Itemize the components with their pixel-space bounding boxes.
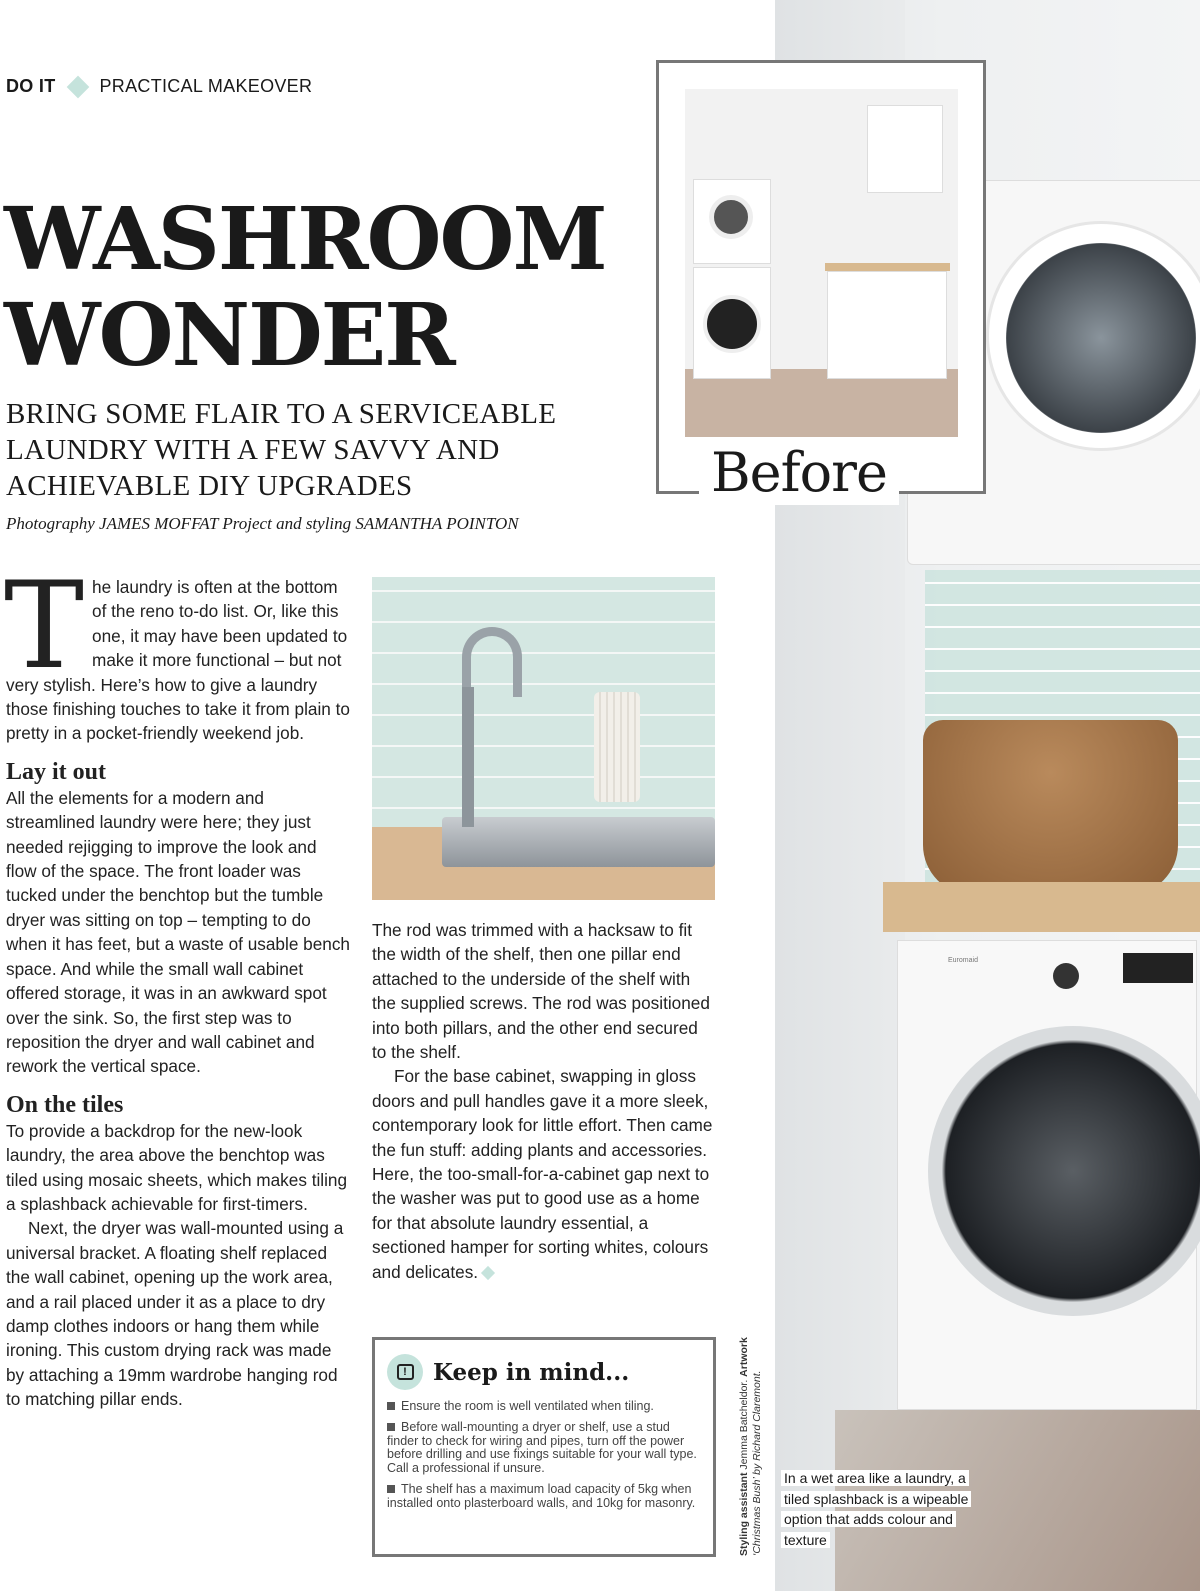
brand-label: Euromaid [948,957,978,964]
drop-cap: T [4,557,85,696]
category-label: PRACTICAL MAKEOVER [99,76,313,96]
basket [923,720,1178,895]
keep-in-mind-box [372,1337,716,1557]
standfirst-line: LAUNDRY WITH A FEW SAVVY AND [6,434,500,466]
body-paragraph: Next, the dryer was wall-mounted using a universal bracket. A floating shelf replaced the wall cabinet, opening up the work area, and a rail placed under it as a place to dry damp clothes indoors or hang them while ironing. This custom drying rack was made by attaching a 19mm wardrobe hanging rod to matching pillar ends. [6,1218,344,1410]
credit-name: ‘Christmas Bush’ by Richard Claremont. [751,1370,763,1556]
body-paragraph [372,1064,716,1284]
photo-caption [781,1468,991,1550]
credit-role: Styling assistant [738,1472,750,1556]
standfirst-line: BRING SOME FLAIR TO A SERVICEABLE [6,398,557,430]
end-diamond-icon [481,1266,495,1280]
before-label: Before [699,441,899,505]
standfirst-line: ACHIEVABLE DIY UPGRADES [6,470,413,502]
before-photo [685,89,958,437]
alert-speech-bubble-icon: ! [387,1354,423,1390]
headline-line-2: WONDER [4,285,454,386]
intro-text: he laundry is often at the bottom of the reno to-do list. Or, like this one, it may have been updated to make it more functional – but not very stylish. Here’s how to give a laundry those finishing touches to take it from plain to pretty in a pocket-friendly weekend job. [6,577,350,744]
standfirst [6,396,556,504]
body-text: For the base cabinet, swapping in gloss doors and pull handles gave it a more sleek, contemporary look for little effort. Then came the fun stuff: adding plants and accessories. Here, the too-small-for-a-cabinet gap next to the washer was put to good use as a home for that absolute laundry essential, a sectioned hamper for sorting whites, colours and delicates. [372,1066,713,1282]
kicker-label: DO IT [6,76,56,96]
headline [4,189,606,386]
washing-machine [897,940,1197,1410]
body-paragraph: The rod was trimmed with a hacksaw to fit the width of the shelf, then one pillar end attached to the underside of the shelf with the supplied screws. The rod was positioned into both pillars, and the other end secured to the shelf. [372,920,710,1063]
section-kicker [6,76,312,97]
body-paragraph: All the elements for a modern and streamlined laundry were here; they just needed rejigging to improve the look and flow of the space. The front loader was tucked under the benchtop but the tumble dryer was sitting on top – tempting to do when it has feet, but a waste of usable bench space. And while the small wall cabinet offered storage, it was in an awkward spot over the sink. So, the first step was to reposition the dryer and wall cabinet and rework the vertical space. [6,787,350,1077]
subheading-on-the-tiles: On the tiles [6,1091,124,1118]
diamond-icon [66,75,89,98]
credit-role: Artwork [738,1337,750,1377]
subheading-lay-it-out: Lay it out [6,758,107,785]
benchtop [883,882,1200,932]
sink-tap-photo [372,577,715,900]
intro-paragraph [4,557,350,746]
keep-in-mind-title: Keep in mind... [433,1358,630,1386]
photo-credits: Photography JAMES MOFFAT Project and styling SAMANTHA POINTON [6,514,519,533]
body-paragraph: To provide a backdrop for the new-look laundry, the area above the benchtop was tiled using mosaic sheets, which makes tiling a splashback achievable for first-timers. [6,1120,348,1214]
credit-name: Jemma Batcheldor. [738,1376,750,1473]
side-credits [738,1316,764,1556]
tip-item: Before wall-mounting a dryer or shelf, use a stud finder to check for wiring and pipes, turn off the power before drilling and use fixings suitable for your wall type. Call a professional if unsure. [387,1421,701,1476]
body-column-middle [372,918,716,1284]
headline-line-1: WASHROOM [4,189,606,290]
body-column-left [4,557,350,1412]
tip-item: Ensure the room is well ventilated when tiling. [387,1400,701,1414]
tip-item: The shelf has a maximum load capacity of 5kg when installed onto plasterboard walls, and 10kg for masonry. [387,1483,701,1511]
before-photo-frame [656,60,986,504]
caption-text: In a wet area like a laundry, a tiled splashback is a wipeable option that adds colour and texture [781,1470,971,1548]
